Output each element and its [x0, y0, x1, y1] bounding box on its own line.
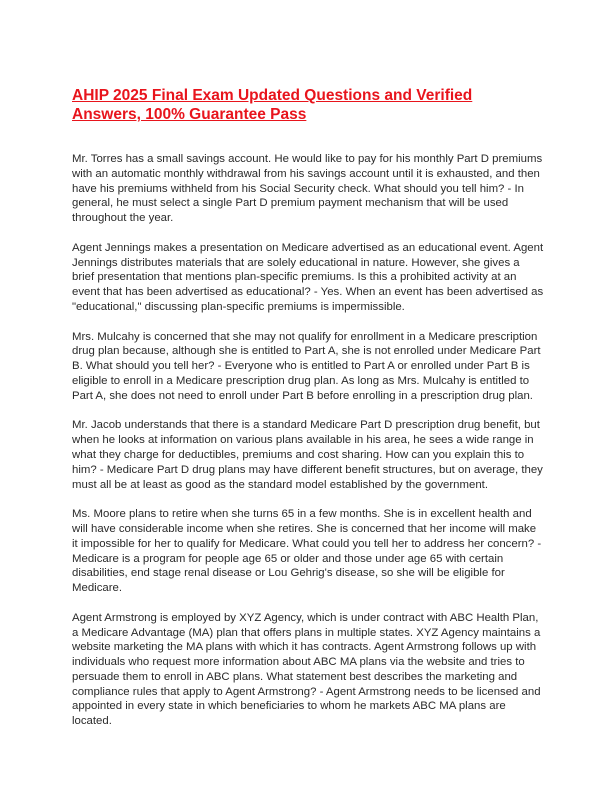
qa-paragraph-3: Mrs. Mulcahy is concerned that she may not qualify for enrollment in a Medicare prescription drug plan because, although she is entitled to Part A, she is not enrolled under Medicare Part B. What should you tell her? - Everyone who is entitled to Part A or enrolled under Part B is eligible to enroll in a Medicare prescription drug plan. As long as Mrs. Mulcahy is entitled to Part A, she does not need to enroll under Part B before enrolling in a prescription drug plan. [72, 330, 541, 402]
qa-paragraph-5: Ms. Moore plans to retire when she turns 65 in a few months. She is in excellent health and will have considerable income when she retires. She is concerned that her income will make it impossible for her to qualify for Medicare. What could you tell her to address her concern? - Medicare is a program for people age 65 or older and those under age 65 with certain disabilities, end stage renal disease or Lou Gehrig's disease, so she will be eligible for Medicare. [72, 508, 542, 595]
document-body [72, 152, 544, 744]
qa-paragraph-2: Agent Jennings makes a presentation on Medicare advertised as an educational event. Agent Jennings distributes materials that are solely educational in nature. However, she gives a brief presentation that mentions plan-specific premiums. Is this a prohibited activity at an event that has been advertised as educational? - Yes. When an event has been advertised as "educational," discussing plan-specific premiums is impermissible. [72, 241, 544, 313]
document-title: AHIP 2025 Final Exam Updated Questions and Verified Answers, 100% Guarantee Pass [72, 87, 473, 123]
qa-paragraph-1: Mr. Torres has a small savings account. He would like to pay for his monthly Part D premiums with an automatic monthly withdrawal from his savings account until it is exhausted, and then have his premiums withheld from his Social Security check. What should you tell him? - In general, he must select a single Part D premium payment mechanism that will be used throughout the year. [72, 153, 543, 225]
qa-paragraph-6: Agent Armstrong is employed by XYZ Agency, which is under contract with ABC Health Plan, a Medicare Advantage (MA) plan that offers plans in multiple states. XYZ Agency maintains a website marketing the MA plans with which it has contracts. Agent Armstrong follows up with individuals who request more information about ABC MA plans via the website and tries to persuade them to enroll in ABC plans. What statement best describes the marketing and compliance rules that apply to Agent Armstrong? - Agent Armstrong needs to be licensed and appointed in every state in which beneficiaries to whom he markets ABC MA plans are located. [72, 611, 541, 728]
qa-paragraph-4: Mr. Jacob understands that there is a standard Medicare Part D prescription drug benefit, but when he looks at information on various plans available in his area, he sees a wide range in what they charge for deductibles, premiums and cost sharing. How can you explain this to him? - Medicare Part D drug plans may have different benefit structures, but on average, they must all be at least as good as the standard model established by the government. [72, 419, 543, 491]
